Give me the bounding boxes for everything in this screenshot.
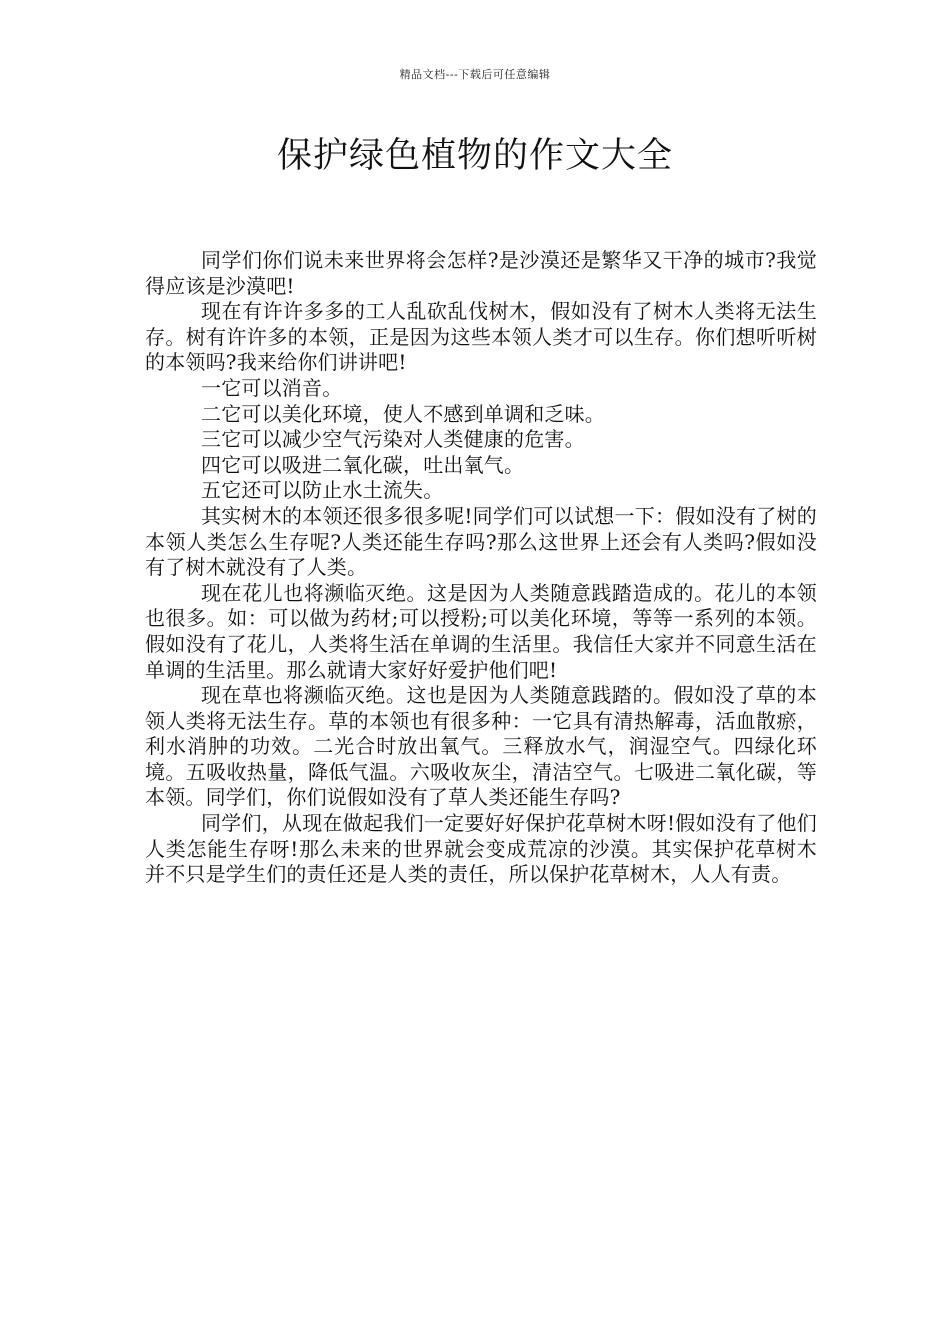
list-item-paragraph: 四它可以吸进二氧化碳，吐出氧气。	[201, 452, 525, 477]
paragraph: 现在有许许多多的工人乱砍乱伐树木，假如没有了树木人类将无法生存。树有许许多的本领，正是因为这些本领人类才可以生存。你们想听听树的本领吗?我来给你们讲讲吧!	[145, 299, 817, 375]
list-item-paragraph: 三它可以减少空气污染对人类健康的危害。	[201, 427, 585, 452]
list-item-paragraph: 二它可以美化环境，使人不感到单调和乏味。	[201, 401, 605, 426]
paragraph: 现在草也将濒临灭绝。这也是因为人类随意践踏的。假如没了草的本领人类将无法生存。草的本领也有很多种：一它具有清热解毒，活血散瘀，利水消肿的功效。二光合时放出氧气。三释放水气，润湿空气。四绿化环境。五吸收热量，降低气温。六吸收灰尘，清洁空气。七吸进二氧化碳，等本领。同学们，你们说假如没有了草人类还能生存吗?	[145, 683, 817, 810]
paragraph: 同学们你们说未来世界将会怎样?是沙漠还是繁华又干净的城市?我觉得应该是沙漠吧!	[145, 248, 817, 298]
document-title: 保护绿色植物的作文大全	[276, 136, 673, 176]
document-body	[145, 248, 817, 888]
paragraph: 现在花儿也将濒临灭绝。这是因为人类随意践踏造成的。花儿的本领也很多。如：可以做为药材;可以授粉;可以美化环境，等等一系列的本领。假如没有了花儿，人类将生活在单调的生活里。我信任大家并不同意生活在单调的生活里。那么就请大家好好爱护他们吧!	[145, 580, 817, 682]
paragraph: 其实树木的本领还很多很多呢!同学们可以试想一下：假如没有了树的本领人类怎么生存呢?人类还能生存吗?那么这世界上还会有人类吗?假如没有了树木就没有了人类。	[145, 503, 817, 580]
header-note: 精品文档---下载后可任意编辑	[399, 68, 551, 81]
paragraph: 同学们，从现在做起我们一定要好好保护花草树木呀!假如没有了他们人类怎能生存呀!那么未来的世界就会变成荒凉的沙漠。其实保护花草树木并不只是学生们的责任还是人类的责任，所以保护花草树木，人人有责。	[145, 811, 817, 887]
list-item-paragraph: 五它还可以防止水土流失。	[201, 478, 444, 503]
list-item-paragraph: 一它可以消音。	[201, 375, 343, 400]
